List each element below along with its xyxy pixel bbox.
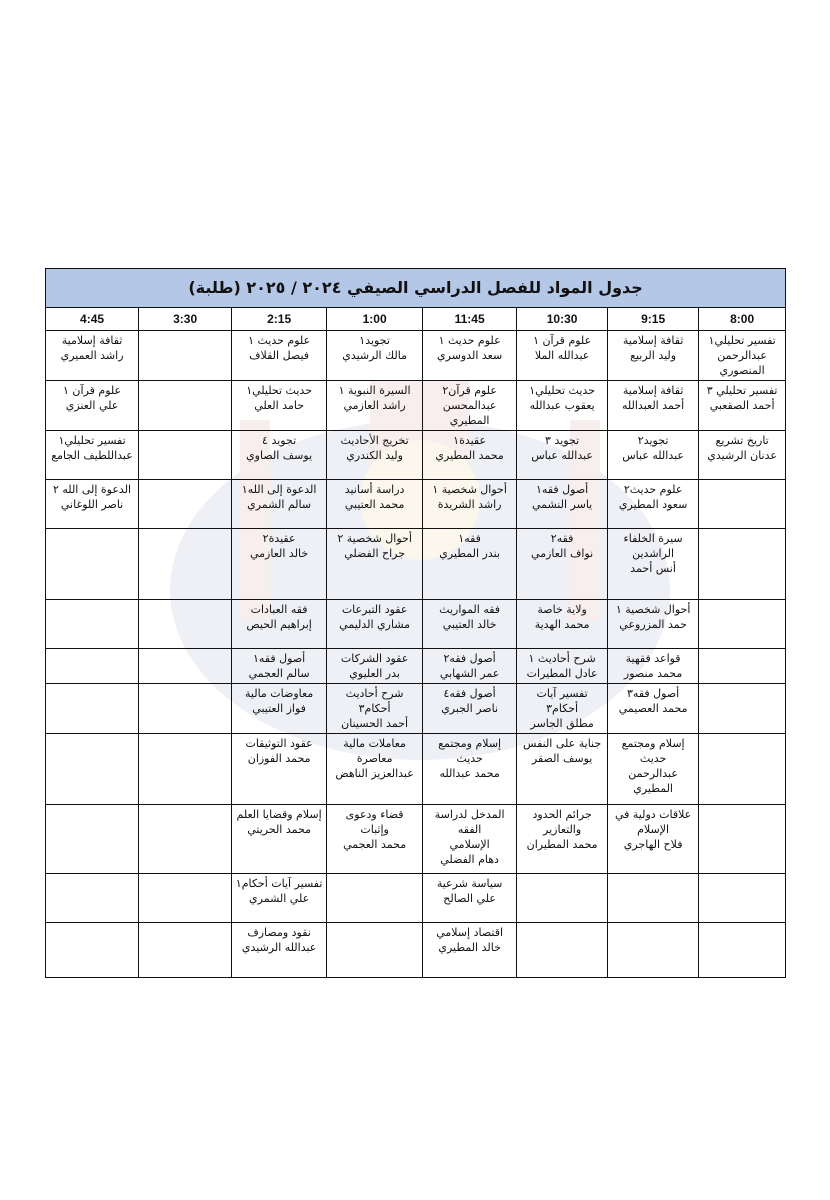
course-cell xyxy=(139,684,232,734)
course-cell: أحوال شخصية ١ راشد الشريدة xyxy=(423,480,517,529)
course-cell xyxy=(608,874,699,923)
course-cell xyxy=(46,684,139,734)
time-slot: 9:15 xyxy=(608,308,699,331)
course-cell: علوم حديث ١ سعد الدوسري xyxy=(423,331,517,381)
schedule-row xyxy=(46,684,786,734)
course-cell: فقه المواريث خالد العتيبي xyxy=(423,600,517,649)
course-cell xyxy=(139,805,232,874)
course-cell: تاريخ تشريع عدنان الرشيدي xyxy=(699,431,786,480)
schedule-row xyxy=(46,734,786,805)
course-cell: علاقات دولية في الإسلام فلاح الهاجري xyxy=(608,805,699,874)
course-cell: علوم قرآن ١ علي العنزي xyxy=(46,381,139,431)
course-cell: الدعوة إلى الله ٢ ناصر اللوغاني xyxy=(46,480,139,529)
course-cell: تفسير تحليلي١ عبدالرحمن المنصوري xyxy=(699,331,786,381)
course-cell: فقه العبادات إبراهيم الحيص xyxy=(232,600,327,649)
schedule-row xyxy=(46,805,786,874)
course-cell xyxy=(699,734,786,805)
course-cell: تفسير آيات أحكام١ علي الشمري xyxy=(232,874,327,923)
course-cell xyxy=(46,805,139,874)
course-cell xyxy=(139,431,232,480)
course-cell xyxy=(46,923,139,978)
course-cell xyxy=(699,874,786,923)
course-cell: تخريج الأحاديث وليد الكندري xyxy=(327,431,423,480)
course-cell xyxy=(46,529,139,600)
course-cell: قواعد فقهية محمد منصور xyxy=(608,649,699,684)
course-cell: إسلام وقضايا العلم محمد الحريتي xyxy=(232,805,327,874)
course-cell: سيرة الخلفاء الراشدين أنس أحمد xyxy=(608,529,699,600)
course-cell: علوم حديث ١ فيصل القلاف xyxy=(232,331,327,381)
course-cell: أصول فقه٤ ناصر الجبري xyxy=(423,684,517,734)
course-cell: أصول فقه١ سالم العجمي xyxy=(232,649,327,684)
course-cell: جناية على النفس يوسف الصقر xyxy=(517,734,608,805)
course-cell: عقود الشركات بدر العليوي xyxy=(327,649,423,684)
course-cell: قضاء ودعوى وإثبات محمد العجمي xyxy=(327,805,423,874)
schedule-row xyxy=(46,529,786,600)
schedule-row xyxy=(46,600,786,649)
course-cell: عقود التوثيقات محمد الفوزان xyxy=(232,734,327,805)
course-cell: تفسير تحليلي١ عبداللطيف الجامع xyxy=(46,431,139,480)
course-cell: الدعوة إلى الله١ سالم الشمري xyxy=(232,480,327,529)
course-cell: ثقافة إسلامية وليد الربيع xyxy=(608,331,699,381)
course-cell: حديث تحليلي١ يعقوب عبدالله xyxy=(517,381,608,431)
time-slot: 1:00 xyxy=(327,308,423,331)
course-cell: عقيدة٢ خالد العازمي xyxy=(232,529,327,600)
course-cell xyxy=(139,381,232,431)
course-cell xyxy=(139,529,232,600)
schedule-row xyxy=(46,381,786,431)
course-cell: اقتصاد إسلامي خالد المطيري xyxy=(423,923,517,978)
course-cell xyxy=(327,874,423,923)
course-cell: عقيدة١ محمد المطيري xyxy=(423,431,517,480)
course-cell xyxy=(46,600,139,649)
course-cell xyxy=(46,649,139,684)
schedule-table xyxy=(45,268,786,978)
course-cell xyxy=(699,684,786,734)
time-slot: 4:45 xyxy=(46,308,139,331)
course-cell xyxy=(699,480,786,529)
schedule-row xyxy=(46,649,786,684)
course-cell xyxy=(46,734,139,805)
course-cell xyxy=(139,600,232,649)
course-cell: تفسير آيات أحكام٣ مطلق الجاسر xyxy=(517,684,608,734)
course-cell: شرح أحاديث ١ عادل المطيرات xyxy=(517,649,608,684)
course-cell: أصول فقه١ ياسر النشمي xyxy=(517,480,608,529)
course-cell: تفسير تحليلي ٣ أحمد الصقعبي xyxy=(699,381,786,431)
course-cell xyxy=(327,923,423,978)
schedule-row xyxy=(46,331,786,381)
course-cell: تجويد١ مالك الرشيدي xyxy=(327,331,423,381)
course-cell: ولاية خاصة محمد الهدية xyxy=(517,600,608,649)
course-cell: أصول فقه٣ محمد العصيمي xyxy=(608,684,699,734)
course-cell: ثقافة إسلامية راشد العميري xyxy=(46,331,139,381)
course-cell: أصول فقه٢ عمر الشهابي xyxy=(423,649,517,684)
course-cell: السيرة النبوية ١ راشد العازمي xyxy=(327,381,423,431)
course-cell xyxy=(139,480,232,529)
title-row xyxy=(46,269,786,308)
course-cell: تجويد ٣ عبدالله عباس xyxy=(517,431,608,480)
course-cell: علوم قرآن ١ عبدالله الملا xyxy=(517,331,608,381)
time-header-row xyxy=(46,308,786,331)
course-cell: فقه١ بندر المطيري xyxy=(423,529,517,600)
time-slot: 10:30 xyxy=(517,308,608,331)
schedule-row xyxy=(46,874,786,923)
course-cell: نقود ومصارف عبدالله الرشيدي xyxy=(232,923,327,978)
time-slot: 3:30 xyxy=(139,308,232,331)
course-cell: إسلام ومجتمع حديث عبدالرحمن المطيري xyxy=(608,734,699,805)
course-cell xyxy=(699,600,786,649)
course-cell xyxy=(608,923,699,978)
course-cell xyxy=(139,874,232,923)
course-cell: جرائم الحدود والتعازير محمد المطيران xyxy=(517,805,608,874)
course-cell xyxy=(699,649,786,684)
course-cell: عقود التبرعات مشاري الدليمي xyxy=(327,600,423,649)
course-cell xyxy=(139,649,232,684)
course-cell xyxy=(139,923,232,978)
course-cell: فقه٢ نواف العازمي xyxy=(517,529,608,600)
course-cell: المدخل لدراسة الفقه الإسلامي دهام الفضلي xyxy=(423,805,517,874)
course-cell: إسلام ومجتمع حديث محمد عبدالله xyxy=(423,734,517,805)
course-cell: علوم قرآن٢ عبدالمحسن المطيري xyxy=(423,381,517,431)
course-cell: أحوال شخصية ١ حمد المزروعي xyxy=(608,600,699,649)
course-cell: سياسة شرعية علي الصالح xyxy=(423,874,517,923)
course-cell: معاوضات مالية فواز العتيبي xyxy=(232,684,327,734)
course-cell xyxy=(517,874,608,923)
course-cell xyxy=(46,874,139,923)
course-cell: تجويد٢ عبدالله عباس xyxy=(608,431,699,480)
course-cell: دراسة أسانيد محمد العتيبي xyxy=(327,480,423,529)
course-cell: تجويد ٤ يوسف الصاوي xyxy=(232,431,327,480)
course-cell xyxy=(699,923,786,978)
course-cell: شرح أحاديث أحكام٣ أحمد الحسينان xyxy=(327,684,423,734)
course-cell xyxy=(139,734,232,805)
schedule-row xyxy=(46,480,786,529)
schedule-row xyxy=(46,923,786,978)
time-slot: 8:00 xyxy=(699,308,786,331)
time-slot: 11:45 xyxy=(423,308,517,331)
course-cell xyxy=(699,805,786,874)
course-cell: ثقافة إسلامية أحمد العبدالله xyxy=(608,381,699,431)
course-cell xyxy=(139,331,232,381)
course-cell: حديث تحليلي١ حامد العلي xyxy=(232,381,327,431)
schedule-row xyxy=(46,431,786,480)
course-cell: علوم حديث٢ سعود المطيري xyxy=(608,480,699,529)
time-slot: 2:15 xyxy=(232,308,327,331)
schedule-title: جدول المواد للفصل الدراسي الصيفي ٢٠٢٤ / ٢٠٢٥ (طلبة) xyxy=(46,269,786,308)
course-cell xyxy=(699,529,786,600)
course-cell: معاملات مالية معاصرة عبدالعزيز الناهض xyxy=(327,734,423,805)
course-cell: أحوال شخصية ٢ جراح الفضلي xyxy=(327,529,423,600)
course-cell xyxy=(517,923,608,978)
